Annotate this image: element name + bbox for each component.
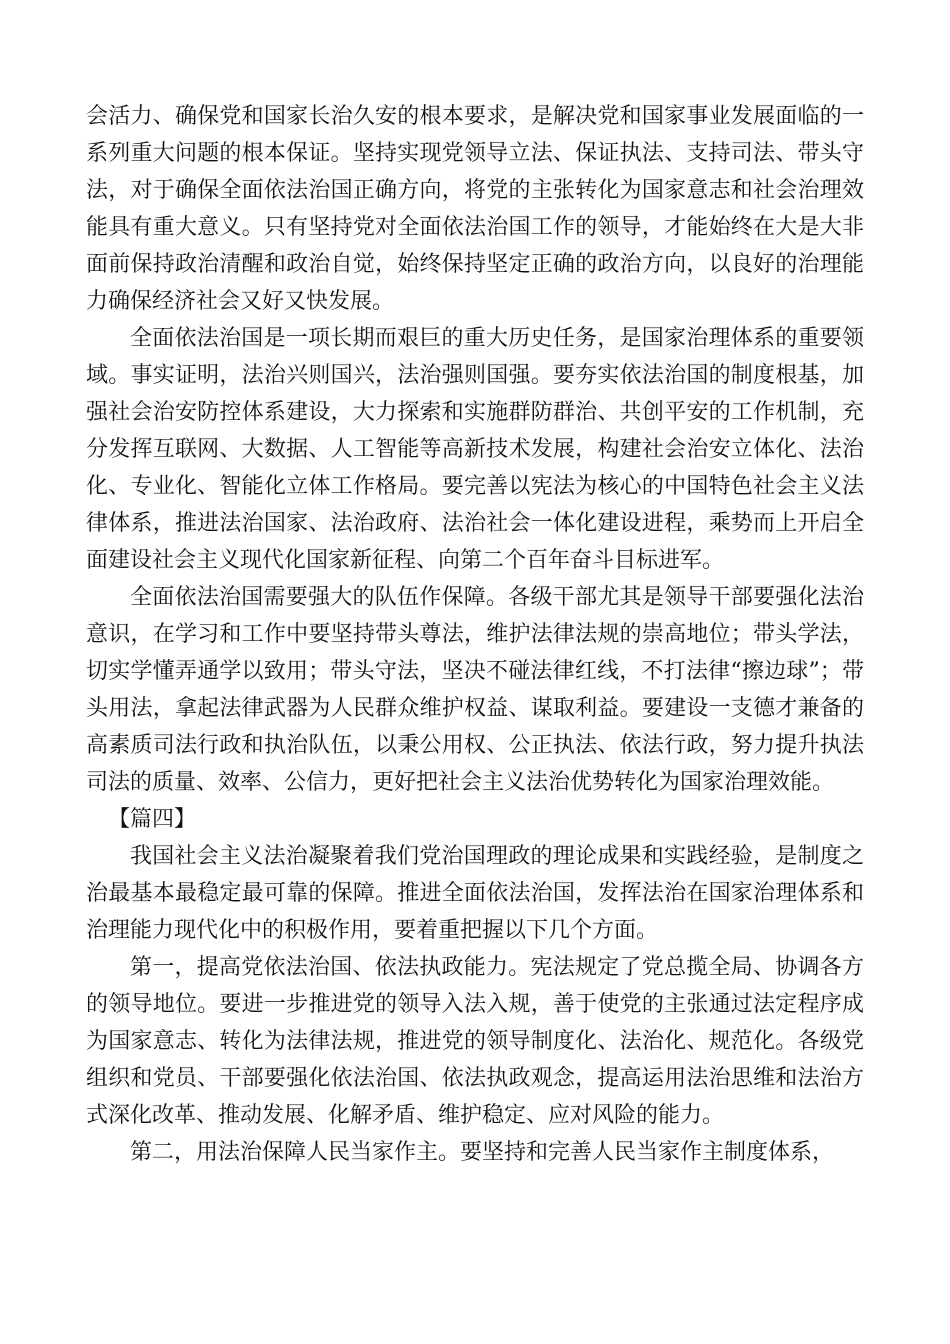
paragraph-team-guarantee: 全面依法治国需要强大的队伍作保障。各级干部尤其是领导干部要强化法治意识，在学习和工作中要坚持带头尊法，维护法律法规的崇高地位；带头学法，切实学懂弄通学以致用；带头守法，坚决不碰法律红线，不打法律“擦边球”；带头用法，拿起法律武器为人民群众维护权益、谋取利益。要建设一支德才兼备的高素质司法行政和执治队伍，以秉公用权、公正执法、依法行政，努力提升执法司法的质量、效率、公信力，更好把社会主义法治优势转化为国家治理效能。: [86, 585, 864, 795]
section-heading: 【篇四】: [108, 807, 197, 832]
paragraph-rule-of-law-task: 全面依法治国是一项长期而艰巨的重大历史任务，是国家治理体系的重要领域。事实证明，法治兴则国兴，法治强则国强。要夯实依法治国的制度根基，加强社会治安防控体系建设，大力探索和实施群防群治、共创平安的工作机制，充分发挥互联网、大数据、人工智能等高新技术发展，构建社会治安立体化、法治化、专业化、智能化立体工作格局。要完善以宪法为核心的中国特色社会主义法律体系，推进法治国家、法治政府、法治社会一体化建设进程，乘势而上开启全面建设社会主义现代化国家新征程、向第二个百年奋斗目标进军。: [86, 326, 864, 573]
paragraph-continuation: 会活力、确保党和国家长治久安的根本要求，是解决党和国家事业发展面临的一系列重大问题的根本保证。坚持实现党领导立法、保证执法、支持司法、带头守法，对于确保全面依法治国正确方向，将党的主张转化为国家意志和社会治理效能具有重大意义。只有坚持党对全面依法治国工作的领导，才能始终在大是大非面前保持政治清醒和政治自觉，始终保持坚定正确的政治方向，以良好的治理能力确保经济社会又好又快发展。: [86, 104, 864, 314]
paragraph-point-one: 第一，提高党依法治国、依法执政能力。宪法规定了党总揽全局、协调各方的领导地位。要进一步推进党的领导入法入规，善于使党的主张通过法定程序成为国家意志、转化为法律法规，推进党的领导制度化、法治化、规范化。各级党组织和党员、干部要强化依法治国、依法执政观念，提高运用法治思维和法治方式深化改革、推动发展、化解矛盾、维护稳定、应对风险的能力。: [86, 955, 864, 1128]
document-page: [86, 0, 864, 1171]
paragraph-point-two: 第二，用法治保障人民当家作主。要坚持和完善人民当家作主制度体系，: [130, 1140, 835, 1165]
paragraph-intro: 我国社会主义法治凝聚着我们党治国理政的理论成果和实践经验，是制度之治最基本最稳定最可靠的保障。推进全面依法治国，发挥法治在国家治理体系和治理能力现代化中的积极作用，要着重把握以下几个方面。: [86, 844, 864, 943]
